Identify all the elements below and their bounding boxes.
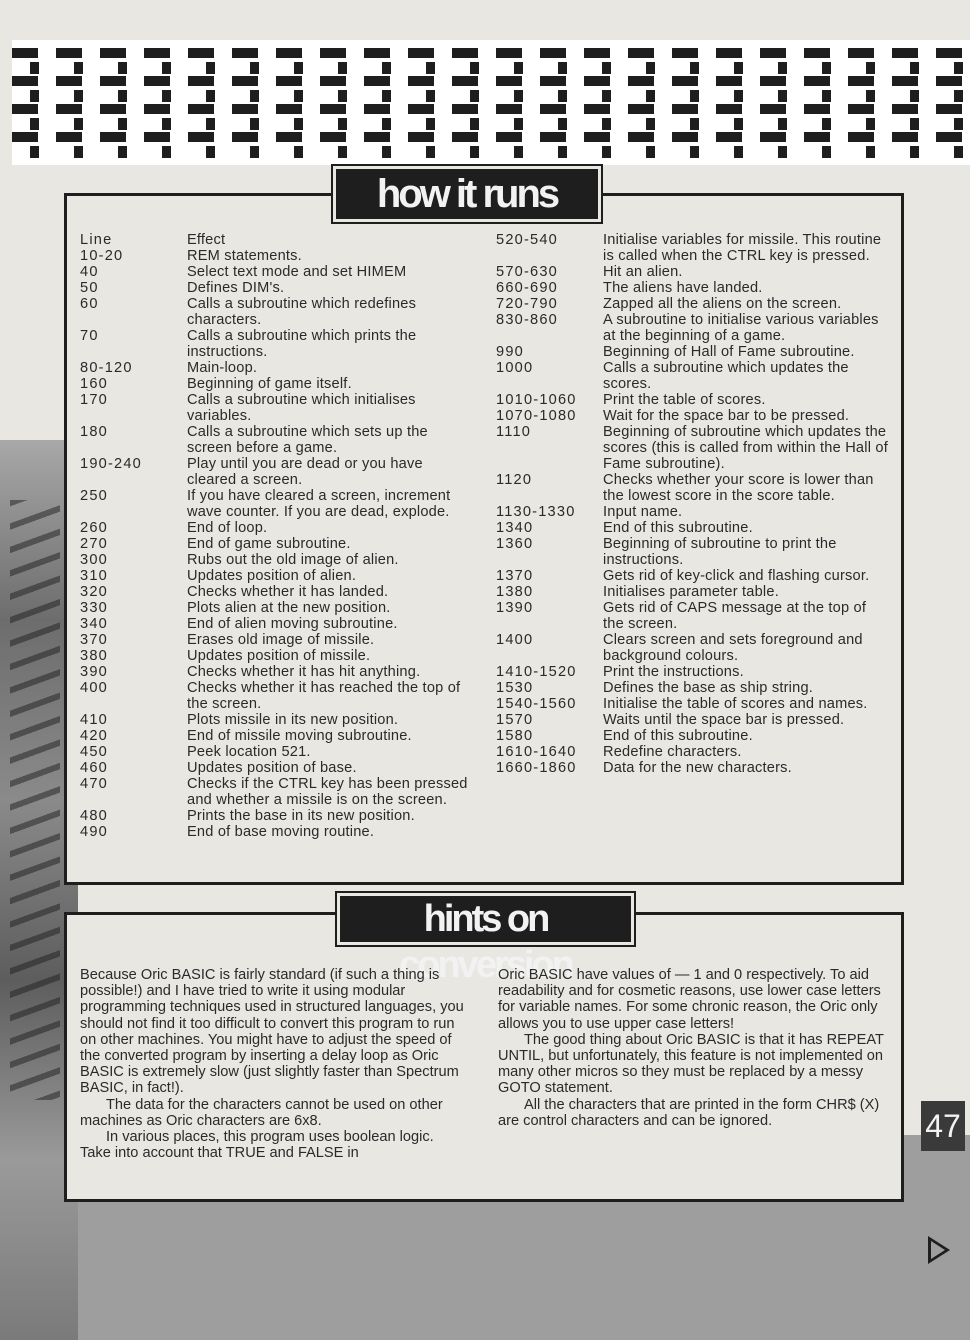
line-number: 60 [80,296,99,312]
line-effect: Data for the new characters. [603,760,792,776]
how-it-runs-title: how it runs [333,166,601,222]
line-number: 170 [80,392,108,408]
line-effect: Waits until the space bar is pressed. [603,712,845,728]
line-number: 490 [80,824,108,840]
dash-row [12,132,970,142]
line-number: 1580 [496,728,534,744]
line-number: 830-860 [496,312,558,328]
line-number: 1530 [496,680,534,696]
runs-row [80,616,470,632]
line-number: 330 [80,600,108,616]
line-number: 50 [80,280,99,296]
line-number: 270 [80,536,108,552]
line-effect: Updates position of alien. [187,568,357,584]
runs-row [496,696,888,712]
line-effect: Beginning of subroutine which updates the scores (this is called from within the Hall of Fame subroutine). [603,424,888,472]
line-effect: Zapped all the aliens on the screen. [603,296,842,312]
runs-row [80,808,470,824]
line-number: 260 [80,520,108,536]
line-number: 1540-1560 [496,696,577,712]
runs-row [80,760,470,776]
line-number: 1340 [496,520,534,536]
page-number: 47 [921,1101,965,1151]
line-effect: End of this subroutine. [603,728,753,744]
hints-title: hints on conversion [337,893,634,945]
runs-row [80,536,470,552]
line-effect: Clears screen and sets foreground and background colours. [603,632,863,664]
line-effect: Peek location 521. [187,744,311,760]
hints-paragraph: Oric BASIC have values of — 1 and 0 respectively. To aid readability and for cosmetic reasons, use lower case letters for variable names. For some chronic reason, the Oric only allows you to use upper case letters! [498,967,881,1032]
runs-row [496,712,888,728]
line-number: 1570 [496,712,534,728]
line-effect: Select text mode and set HIMEM [187,264,407,280]
line-effect: A subroutine to initialise various variables at the beginning of a game. [603,312,879,344]
line-number: 320 [80,584,108,600]
runs-row [80,632,470,648]
line-number: 1380 [496,584,534,600]
runs-row [80,664,470,680]
line-number: 470 [80,776,108,792]
line-number: 410 [80,712,108,728]
line-number: 180 [80,424,108,440]
runs-row [496,504,888,520]
line-number: 10-20 [80,248,124,264]
line-effect: Plots missile in its new position. [187,712,399,728]
tick-row [12,90,970,102]
runs-row [496,408,888,424]
runs-row [496,424,888,472]
line-effect: End of game subroutine. [187,536,351,552]
runs-row [80,552,470,568]
line-number: 1010-1060 [496,392,577,408]
line-effect: Input name. [603,504,683,520]
decorative-dash-band [12,40,970,165]
line-number: 1370 [496,568,534,584]
line-effect: Initialise variables for missile. This routine is called when the CTRL key is pressed. [603,232,882,264]
dash-row [12,76,970,86]
runs-row [80,744,470,760]
line-number: 1120 [496,472,533,488]
line-effect: Checks if the CTRL key has been pressed and whether a missile is on the screen. [187,776,468,808]
line-effect: Calls a subroutine which prints the instructions. [187,328,417,360]
line-effect: Erases old image of missile. [187,632,375,648]
line-effect: Beginning of subroutine to print the instructions. [603,536,837,568]
line-effect: Prints the base in its new position. [187,808,415,824]
line-number: 390 [80,664,108,680]
line-number: Line [80,232,113,248]
line-effect: Print the table of scores. [603,392,766,408]
line-number: 370 [80,632,108,648]
line-number: 160 [80,376,108,392]
runs-row [496,600,888,632]
line-effect: Initialises parameter table. [603,584,779,600]
hints-paragraph: The good thing about Oric BASIC is that it has REPEAT UNTIL, but unfortunately, this feature is not implemented on many other micros so they must be replaced by a messy GOTO statement. [498,1031,884,1097]
line-effect: Calls a subroutine which sets up the screen before a game. [187,424,428,456]
runs-row [80,648,470,664]
runs-row [496,760,888,776]
runs-row [80,728,470,744]
runs-row [80,328,470,360]
line-effect: Calls a subroutine which updates the scores. [603,360,849,392]
runs-row [496,312,888,344]
line-effect: REM statements. [187,248,302,264]
line-effect: Redefine characters. [603,744,742,760]
runs-row [496,520,888,536]
line-effect: Play until you are dead or you have cleared a screen. [187,456,423,488]
runs-row [80,584,470,600]
line-number: 570-630 [496,264,558,280]
line-effect: The aliens have landed. [603,280,763,296]
line-effect: Checks whether it has landed. [187,584,389,600]
line-effect: Updates position of missile. [187,648,371,664]
runs-row [496,472,888,504]
line-effect: If you have cleared a screen, increment wave counter. If you are dead, explode. [187,488,451,520]
runs-row [80,360,470,376]
hints-paragraph: Because Oric BASIC is fairly standard (if such a thing is possible!) and I have tried to write it using modular programming techniques used in structured languages, you should not find it too difficult to convert this program to run on other machines. You might have to adjust the speed of the converted program by inserting a delay loop as Oric BASIC is extremely slow (just slightly faster than Spectrum BASIC, in fact!). [80,967,464,1097]
line-number: 80-120 [80,360,133,376]
line-number: 1110 [496,424,532,440]
line-effect: Main-loop. [187,360,258,376]
runs-row [80,488,470,520]
line-effect: Effect [187,232,226,248]
line-effect: Beginning of game itself. [187,376,352,392]
tick-row [12,146,970,158]
runs-row [496,232,888,264]
runs-row [80,568,470,584]
runs-row [496,744,888,760]
runs-row [80,424,470,456]
runs-row [496,392,888,408]
runs-row [80,824,470,840]
hints-paragraph: The data for the characters cannot be used on other machines as Oric characters are 6x8. [80,1096,443,1129]
runs-row [80,296,470,328]
runs-row [496,568,888,584]
runs-row [496,296,888,312]
runs-row [80,232,470,248]
runs-row [80,248,470,264]
line-effect: Hit an alien. [603,264,683,280]
line-effect: End of base moving routine. [187,824,375,840]
line-effect: Initialise the table of scores and names. [603,696,868,712]
line-effect: Print the instructions. [603,664,744,680]
runs-row [496,584,888,600]
line-effect: Calls a subroutine which initialises variables. [187,392,416,424]
runs-row [80,376,470,392]
line-number: 70 [80,328,99,344]
line-number: 660-690 [496,280,558,296]
hints-text-left [80,967,465,1161]
runs-row [496,344,888,360]
line-effect: Gets rid of key-click and flashing cursor. [603,568,870,584]
line-effect: End of this subroutine. [603,520,753,536]
runs-row [496,632,888,664]
tick-row [12,118,970,130]
line-number: 1400 [496,632,534,648]
tick-row [12,62,970,74]
line-effect: Checks whether it has reached the top of the screen. [187,680,461,712]
line-effect: Calls a subroutine which redefines characters. [187,296,417,328]
line-number: 1360 [496,536,534,552]
runs-row [80,600,470,616]
line-number: 990 [496,344,524,360]
line-number: 1390 [496,600,534,616]
line-number: 720-790 [496,296,558,312]
runs-row [80,264,470,280]
dash-row [12,48,970,58]
line-number: 460 [80,760,108,776]
runs-row [80,712,470,728]
line-effect: Wait for the space bar to be pressed. [603,408,850,424]
line-number: 250 [80,488,108,504]
runs-row [80,776,470,808]
hints-paragraph: All the characters that are printed in the form CHR$ (X) are control characters and can be ignored. [498,1096,880,1129]
line-effect: End of missile moving subroutine. [187,728,412,744]
runs-row [496,680,888,696]
runs-table-left [80,232,470,840]
line-effect: Checks whether your score is lower than the lowest score in the score table. [603,472,874,504]
line-number: 40 [80,264,99,280]
runs-row [496,664,888,680]
line-number: 450 [80,744,108,760]
runs-row [496,728,888,744]
runs-row [80,280,470,296]
runs-row [80,392,470,424]
line-effect: Plots alien at the new position. [187,600,391,616]
line-effect: Gets rid of CAPS message at the top of the screen. [603,600,867,632]
hints-text-right [498,967,890,1129]
line-number: 190-240 [80,456,142,472]
line-number: 400 [80,680,108,696]
line-effect: Defines DIM's. [187,280,285,296]
line-effect: Rubs out the old image of alien. [187,552,399,568]
hints-paragraph: In various places, this program uses boolean logic. Take into account that TRUE and FALSE in [80,1129,434,1162]
runs-row [80,456,470,488]
runs-table-right [496,232,888,776]
line-number: 1130-1330 [496,504,576,520]
line-number: 300 [80,552,108,568]
line-effect: Defines the base as ship string. [603,680,814,696]
line-effect: Checks whether it has hit anything. [187,664,421,680]
runs-row [496,360,888,392]
line-number: 1660-1860 [496,760,577,776]
dash-row [12,104,970,114]
line-number: 1410-1520 [496,664,577,680]
line-effect: Beginning of Hall of Fame subroutine. [603,344,855,360]
runs-row [80,520,470,536]
line-number: 1610-1640 [496,744,577,760]
line-number: 310 [80,568,108,584]
line-number: 420 [80,728,108,744]
line-number: 480 [80,808,108,824]
runs-row [496,280,888,296]
line-effect: End of loop. [187,520,268,536]
runs-row [496,536,888,568]
line-number: 1070-1080 [496,408,577,424]
runs-row [80,680,470,712]
line-number: 1000 [496,360,534,376]
line-number: 380 [80,648,108,664]
runs-row [496,264,888,280]
line-effect: End of alien moving subroutine. [187,616,398,632]
line-effect: Updates position of base. [187,760,357,776]
line-number: 520-540 [496,232,558,248]
line-number: 340 [80,616,108,632]
next-page-arrow-icon[interactable] [928,1236,950,1264]
